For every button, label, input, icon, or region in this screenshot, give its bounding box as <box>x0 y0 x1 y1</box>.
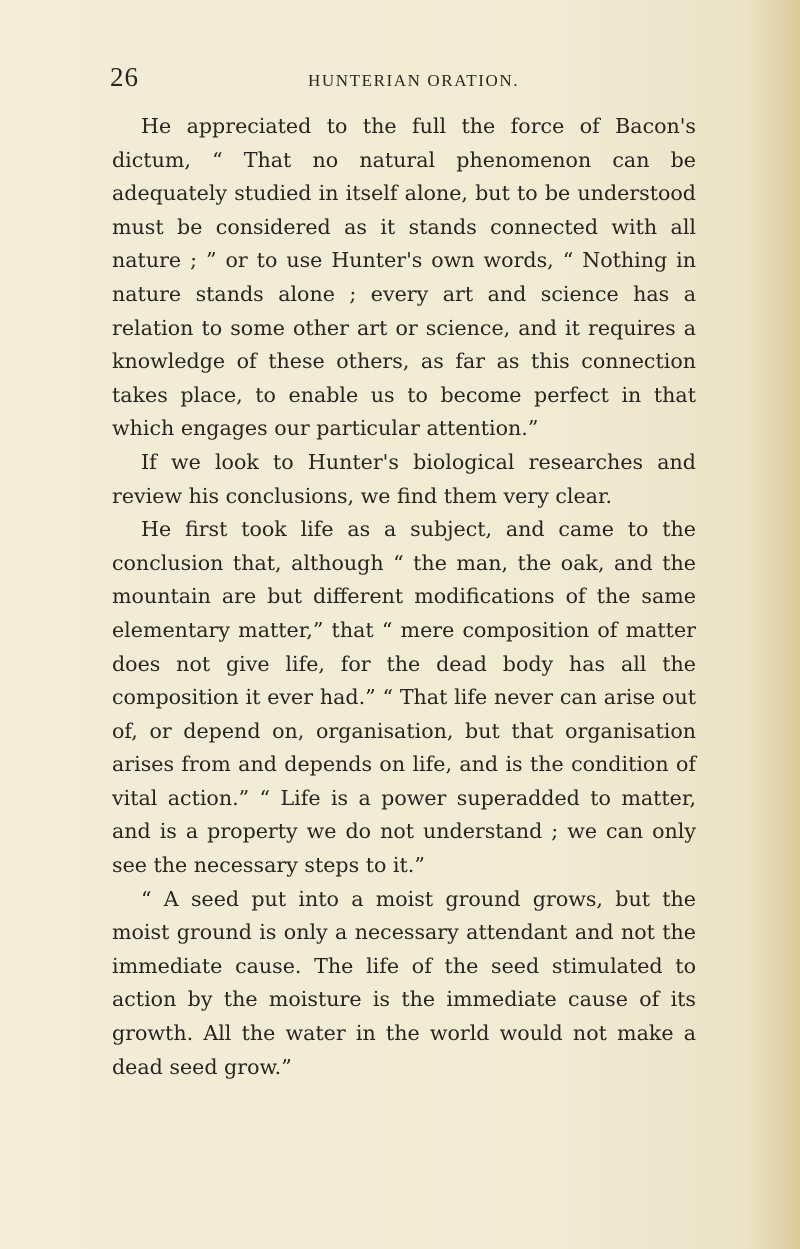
paragraph-seed-quote: “ A seed put into a moist ground grows, but the moist ground is only a necessary attendant and not the immediate cause. The life of the seed stimulated to action by the moisture is the immediate cause of its growth. All the water in the world would not make a dead seed grow.” <box>112 886 696 1079</box>
page-header <box>0 62 800 102</box>
paragraph-biological-researches: If we look to Hunter's biological researches and review his conclusions, we find them very clear. <box>112 449 696 508</box>
paragraph-bacon-dictum: He appreciated to the full the force of Bacon's dictum, “ That no natural phenomenon can be adequately studied in itself alone, but to be understood must be considered as it stands connected with all nature ; ” or to use Hunter's own words, “ Nothing in nature stands alone ; every art and science has a relation to some other art or science, and it requires a knowledge of these others, as far as this connection takes place, to enable us to become perfect in that which engages our particular attention.” <box>112 114 696 441</box>
page-number: 26 <box>110 62 139 92</box>
running-head: HUNTERIAN ORATION. <box>308 71 520 90</box>
paragraph-life-as-subject: He first took life as a subject, and came to the conclusion that, although “ the man, the oak, and the mountain are but different modifications of the same elementary matter,” that “ mere composition of matter does not give life, for the dead body has all the composition it ever had.” “ That life never can arise out of, or depend on, organisation, but that organisation arises from and depends on life, and is the condition of vital action.” “ Life is a power superadded to matter, and is a property we do not understand ; we can only see the necessary steps to it.” <box>112 517 696 878</box>
body-text <box>112 110 696 1084</box>
